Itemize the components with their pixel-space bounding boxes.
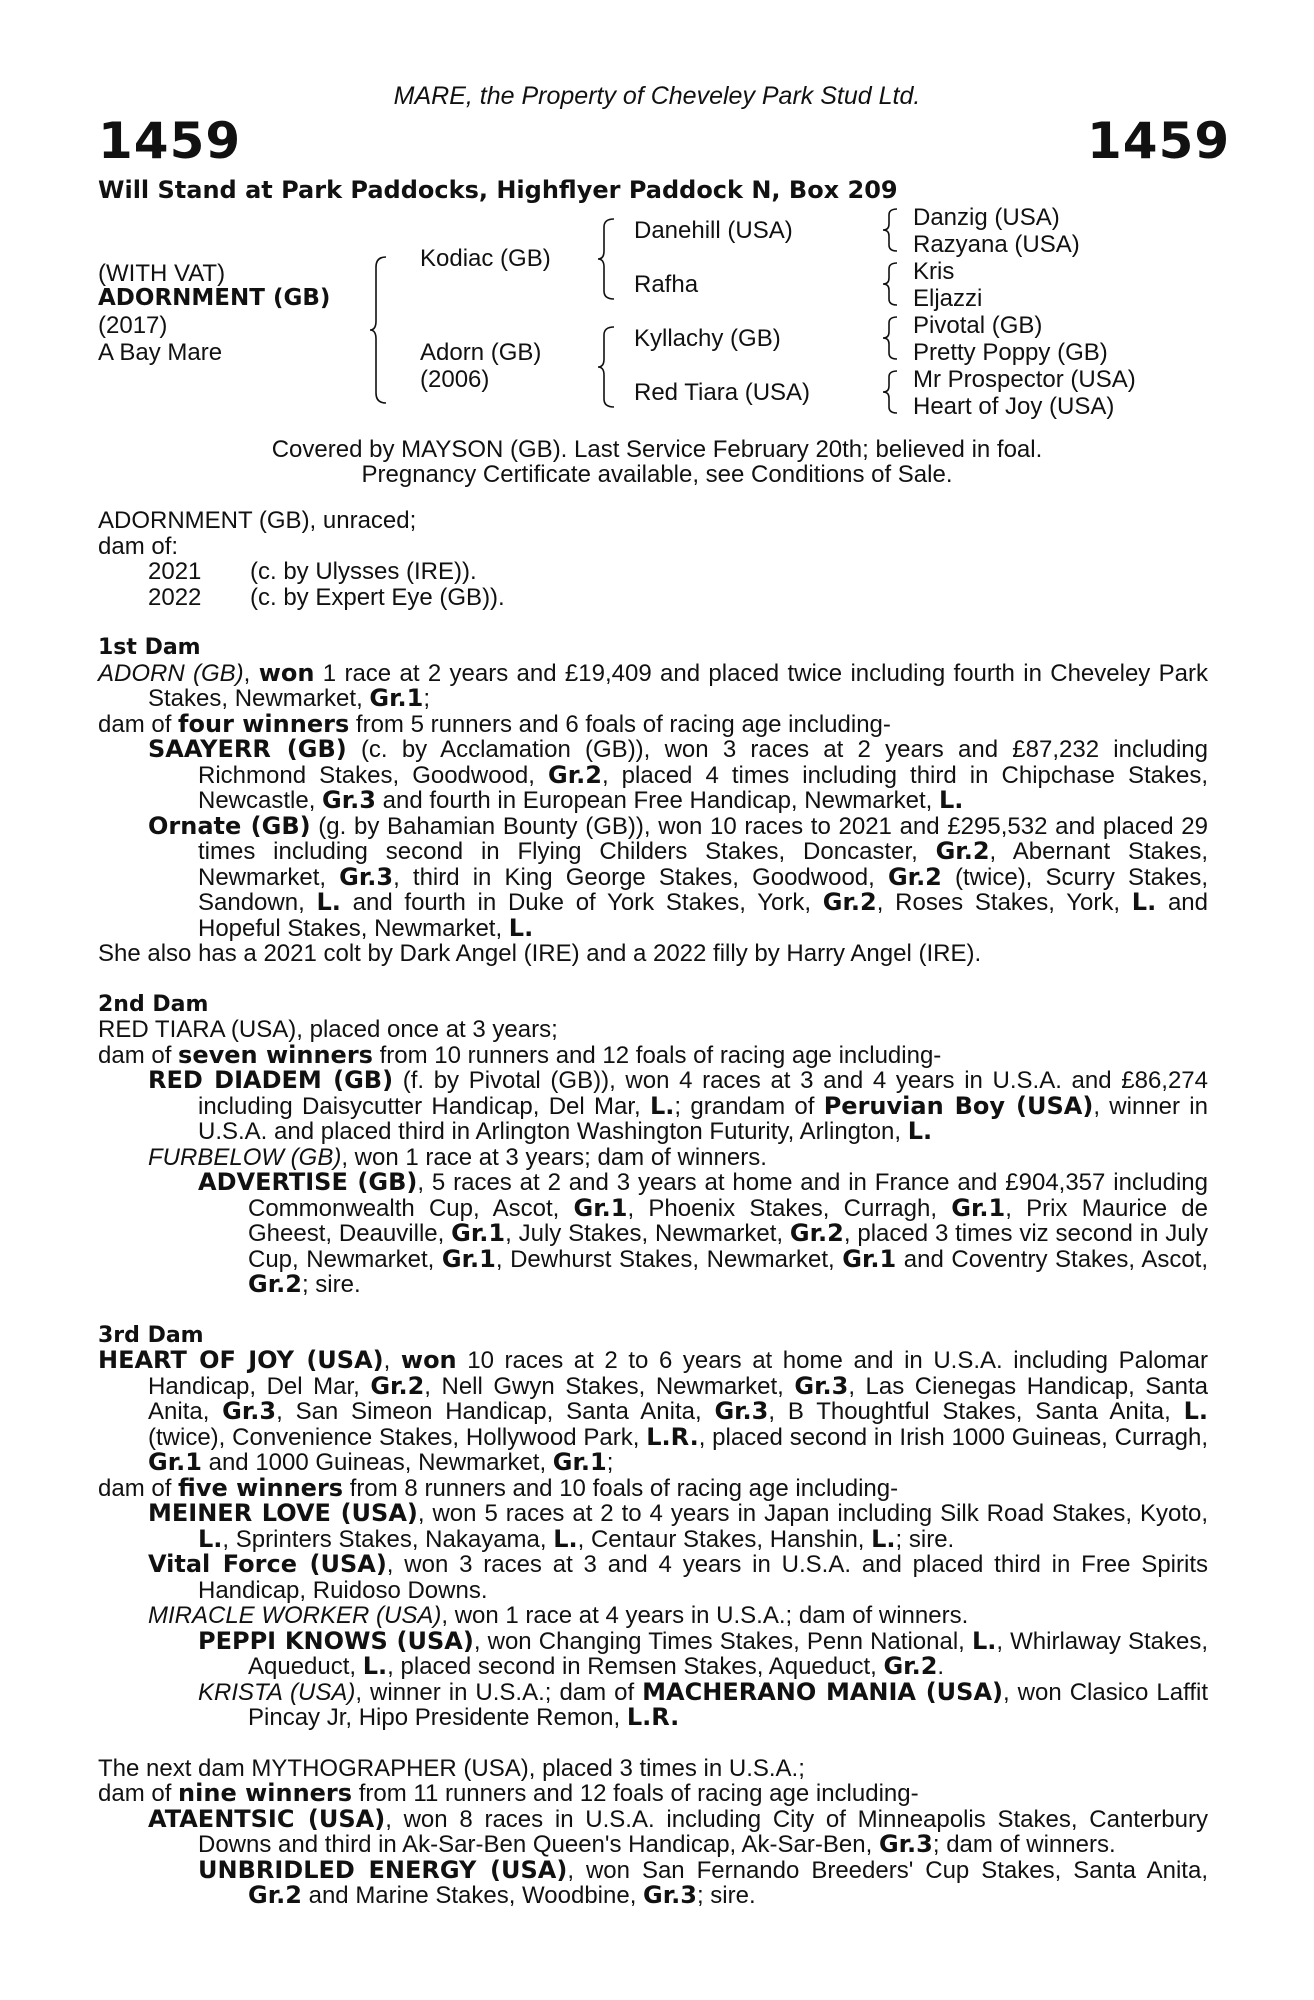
third-dam-produce-summary: dam of five winners from 8 runners and 10 foals of racing age including- — [98, 1473, 899, 1502]
produce-entry-ornate: Ornate (GB) (g. by Bahamian Bounty (GB)), won 10 races to 2021 and £295,532 and placed 29 times including second in Flying Childers Stakes, Doncaster, Gr.2, Abernant Stakes, Newmarket, Gr.3, third in King George Stakes, Goodwood, Gr.2 (twice), Scurry Stakes, Sandown, L. and fourth in Duke of York Stakes, York, Gr.2, Roses Stakes, York, L. and Hopeful Stakes, Newmarket, L. — [148, 811, 1208, 942]
third-dam-record: HEART OF JOY (USA), won 10 races at 2 to 6 years at home and in U.S.A. including Palomar Handicap, Del Mar, Gr.2, Nell Gwyn Stakes, Newmarket, Gr.3, Las Cienegas Handicap, Santa Anita, Gr.3, San Simeon Handicap, Santa Anita, Gr.3, B Thoughtful Stakes, Santa Anita, L. (twice), Convenience Stakes, Hollywood Park, L.R., placed second in Irish 1000 Guineas, Curragh, Gr.1 and 1000 Guineas, Newmarket, Gr.1; — [98, 1346, 1209, 1476]
produce-entry-unbridled-energy: UNBRIDLED ENERGY (USA), won San Fernando Breeders' Cup Stakes, Santa Anita, Gr.2 and Marine Stakes, Woodbine, Gr.3; sire. — [198, 1855, 1208, 1909]
produce-entry-ataentsic: ATAENTSIC (USA), won 8 races in U.S.A. including City of Minneapolis Stakes, Canterbury Downs and third in Ak-Sar-Ben Queen's Handicap, Ak-Sar-Ben, Gr.3; dam of winners. — [148, 1804, 1208, 1858]
gen3-8: Heart of Joy (USA) — [913, 393, 1115, 420]
produce-entry-vital-force: Vital Force (USA), won 3 races at 3 and 4 years in U.S.A. and placed third in Free Spirits Handicap, Ruidoso Downs. — [148, 1550, 1208, 1604]
gen3-2: Razyana (USA) — [913, 231, 1080, 258]
produce-year: 2022 — [148, 583, 202, 611]
produce-entry-krista: KRISTA (USA), winner in U.S.A.; dam of MACHERANO MANIA (USA), won Clasico Laffit Pincay Jr, Hipo Presidente Remon, L.R. — [198, 1677, 1209, 1731]
bracket-sire — [598, 217, 618, 301]
second-dam-record: RED TIARA (USA), placed once at 3 years; — [98, 1016, 558, 1043]
produce-entry-red-diadem: RED DIADEM (GB) (f. by Pivotal (GB)), won 4 races at 3 and 4 years in U.S.A. and £86,274 including Daisycutter Handicap, Del Mar, L.; grandam of Peruvian Boy (USA), winner in U.S.A. and placed third in Arlington Washington Futurity, Arlington, L. — [148, 1066, 1209, 1145]
lot-number-right: 1459 — [1087, 112, 1231, 170]
first-dam-record: ADORN (GB), won 1 race at 2 years and £19,409 and placed twice including fourth in Cheveley Park Stakes, Newmarket, Gr.1; — [98, 658, 1208, 712]
bracket-gen1 — [370, 255, 390, 405]
lot-number-left: 1459 — [98, 112, 242, 170]
dam-year: (2006) — [420, 366, 490, 393]
produce-entry-meiner-love: MEINER LOVE (USA), won 5 races at 2 to 4 years in Japan including Silk Road Stakes, Kyoto, L., Sprinters Stakes, Nakayama, L., Centaur Stakes, Hanshin, L.; sire. — [148, 1499, 1209, 1553]
section-title-3rd-dam: 3rd Dam — [98, 1322, 204, 1348]
gen3-4: Eljazzi — [913, 285, 983, 312]
section-title-1st-dam: 1st Dam — [98, 635, 201, 660]
produce-entry-furbelow: FURBELOW (GB), won 1 race at 3 years; dam of winners. — [148, 1143, 767, 1171]
first-dam-produce-summary: dam of four winners from 5 runners and 6 foals of racing age including- — [98, 709, 891, 738]
produce-entry-saayerr: SAAYERR (GB) (c. by Acclamation (GB)), won 3 races at 2 years and £87,232 including Richmond Stakes, Goodwood, Gr.2, placed 4 times including third in Chipchase Stakes, Newcastle, Gr.3 and fourth in European Free Handicap, Newmarket, L. — [148, 735, 1209, 814]
horse-year: (2017) — [98, 312, 168, 339]
covering-line-2: Pregnancy Certificate available, see Conditions of Sale. — [361, 461, 953, 488]
gen3-3: Kris — [913, 258, 955, 285]
bracket-g2 — [883, 261, 901, 307]
bracket-g4 — [883, 369, 901, 415]
sire-dam: Rafha — [634, 271, 699, 298]
produce-entry-peppi-knows: PEPPI KNOWS (USA), won Changing Times Stakes, Penn National, L., Whirlaway Stakes, Aqueduct, L., placed second in Remsen Stakes, Aqueduct, Gr.2. — [198, 1626, 1208, 1680]
gen3-1: Danzig (USA) — [913, 204, 1060, 231]
section-title-2nd-dam: 2nd Dam — [98, 991, 209, 1017]
produce-intro: ADORNMENT (GB), unraced; — [98, 507, 417, 534]
produce-entry-miracle-worker: MIRACLE WORKER (USA), won 1 race at 4 years in U.S.A.; dam of winners. — [148, 1602, 969, 1629]
produce-text: (c. by Ulysses (IRE)). — [250, 558, 477, 585]
covering-line-1: Covered by MAYSON (GB). Last Service February 20th; believed in foal. — [271, 436, 1043, 463]
bracket-g3 — [883, 315, 901, 361]
catalogue-body — [98, 508, 1208, 1909]
dam-dam: Red Tiara (USA) — [634, 379, 811, 406]
second-dam-produce-summary: dam of seven winners from 10 runners and 12 foals of racing age including- — [98, 1040, 942, 1069]
produce-row — [98, 585, 1208, 611]
dam-sire: Kyllachy (GB) — [634, 325, 781, 352]
horse-description: A Bay Mare — [98, 339, 223, 366]
produce-row — [98, 559, 1208, 585]
vendor-line: MARE, the Property of Cheveley Park Stud Ltd. — [393, 82, 921, 110]
vat-label: (WITH VAT) — [98, 260, 226, 287]
gen3-6: Pretty Poppy (GB) — [913, 339, 1108, 366]
sire-sire: Danehill (USA) — [634, 217, 793, 244]
dam-name: Adorn (GB) — [420, 339, 542, 366]
produce-dam-of: dam of: — [98, 532, 179, 560]
bracket-g1 — [883, 207, 901, 253]
sire-name: Kodiac (GB) — [420, 245, 551, 272]
produce-text: (c. by Expert Eye (GB)). — [250, 583, 505, 611]
horse-name: ADORNMENT (GB) — [98, 285, 331, 311]
bracket-dam — [598, 325, 618, 409]
produce-entry-advertise: ADVERTISE (GB), 5 races at 2 and 3 years at home and in France and £904,357 including Commonwealth Cup, Ascot, Gr.1, Phoenix Stakes, Curragh, Gr.1, Prix Maurice de Gheest, Deauville, Gr.1, July Stakes, Newmarket, Gr.2, placed 3 times viz second in July Cup, Newmarket, Gr.1, Dewhurst Stakes, Newmarket, Gr.1 and Coventry Stakes, Ascot, Gr.2; sire. — [198, 1168, 1209, 1298]
gen3-7: Mr Prospector (USA) — [913, 366, 1136, 393]
produce-year: 2021 — [148, 558, 202, 585]
next-dam-produce-summary: dam of nine winners from 11 runners and 12 foals of racing age including- — [98, 1779, 919, 1807]
gen3-5: Pivotal (GB) — [913, 312, 1043, 339]
first-dam-note: She also has a 2021 colt by Dark Angel (IRE) and a 2022 filly by Harry Angel (IRE). — [98, 940, 982, 967]
stand-location: Will Stand at Park Paddocks, Highflyer Paddock N, Box 209 — [98, 176, 898, 204]
next-dam-record: The next dam MYTHOGRAPHER (USA), placed 3 times in U.S.A.; — [98, 1754, 805, 1782]
